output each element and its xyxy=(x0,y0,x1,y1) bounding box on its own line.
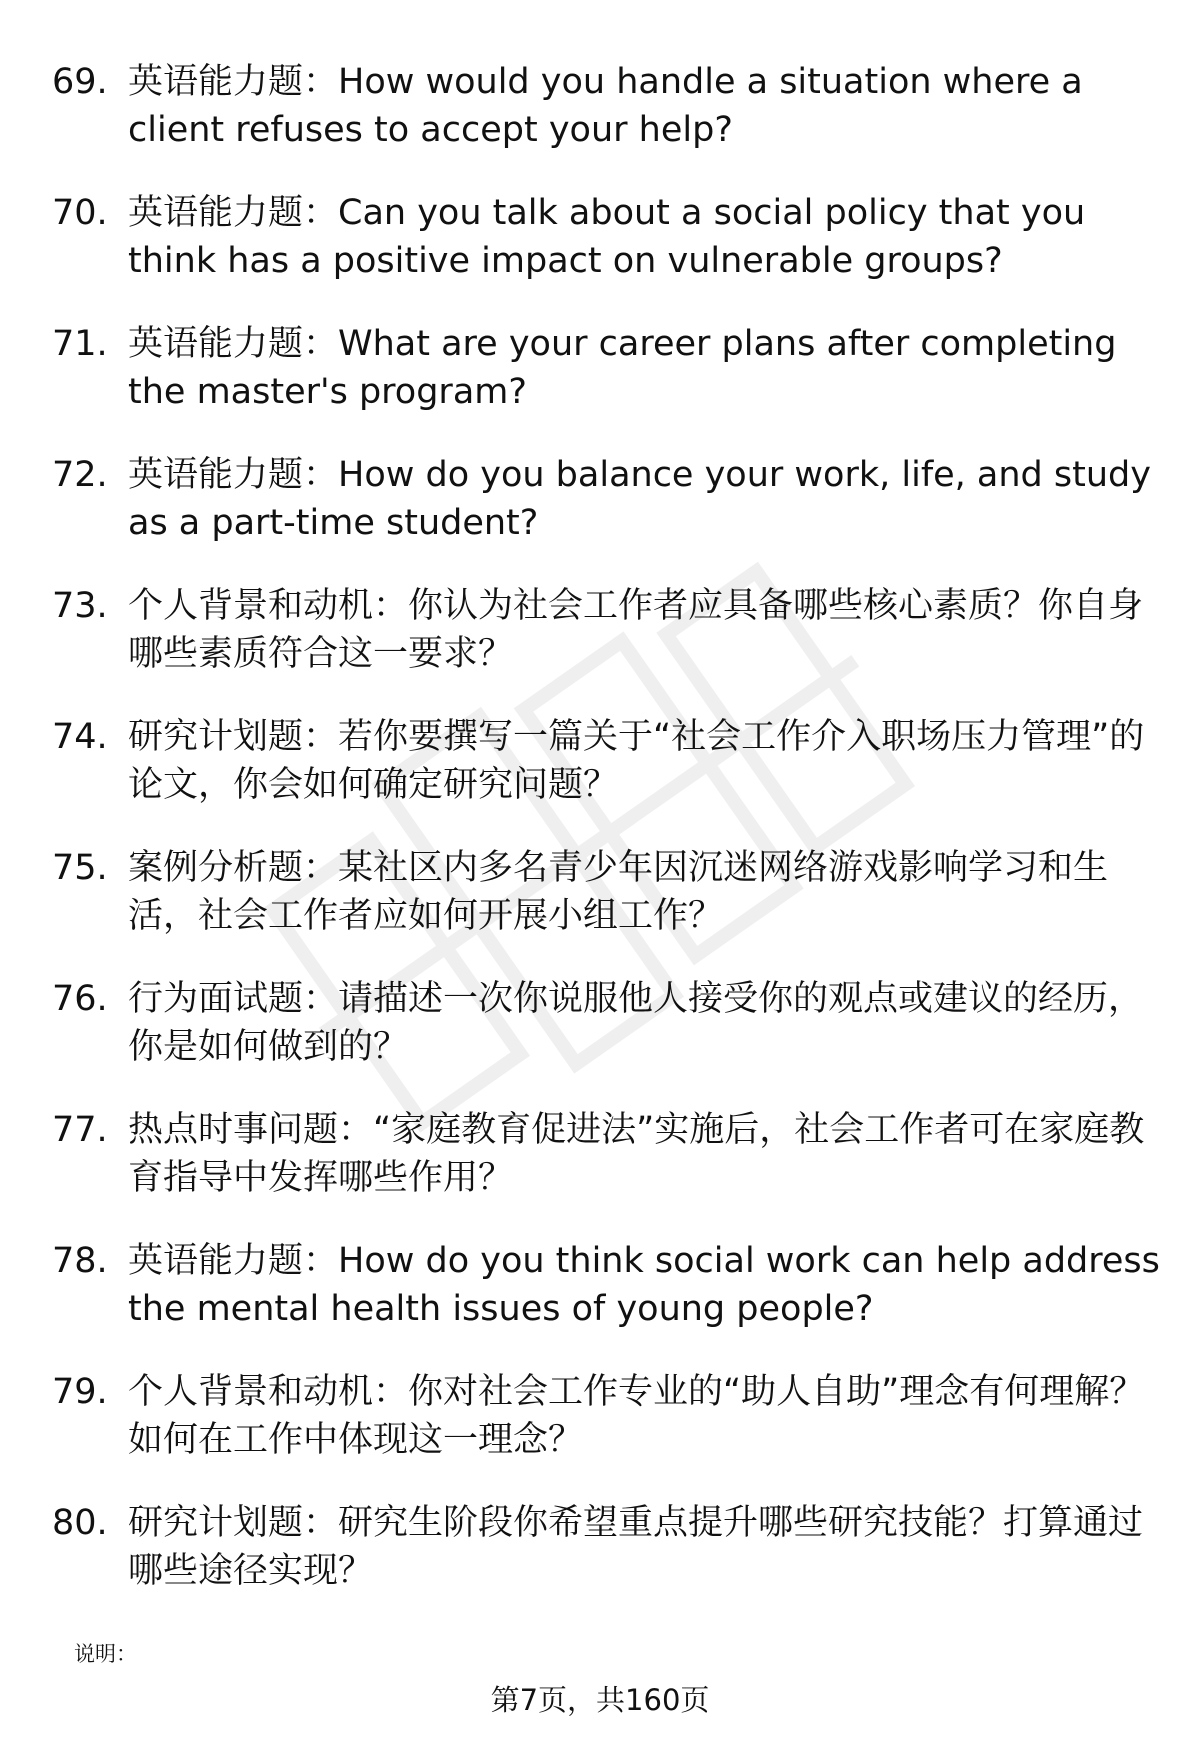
question-text: 英语能力题：How do you think social work can help address the mental health issues of young people? xyxy=(128,1241,1160,1329)
question-text: 研究计划题：研究生阶段你希望重点提升哪些研究技能？打算通过哪些途径实现？ xyxy=(128,1503,1144,1591)
question-item xyxy=(52,713,1162,809)
question-item xyxy=(52,582,1162,678)
question-item xyxy=(52,189,1162,285)
question-number: 74. xyxy=(52,717,108,757)
question-item xyxy=(52,1368,1162,1464)
note-label: 说明： xyxy=(74,1642,137,1666)
question-item xyxy=(52,1106,1162,1202)
question-number: 75. xyxy=(52,848,108,888)
question-number: 79. xyxy=(52,1372,108,1412)
question-list xyxy=(52,58,1162,1630)
question-number: 78. xyxy=(52,1241,108,1281)
question-item xyxy=(52,1499,1162,1595)
question-item xyxy=(52,451,1162,547)
question-number: 70. xyxy=(52,193,108,233)
question-item xyxy=(52,320,1162,416)
page-number-footer: 第7页，共160页 xyxy=(490,1683,710,1717)
question-number: 72. xyxy=(52,455,108,495)
question-number: 76. xyxy=(52,979,108,1019)
question-item xyxy=(52,975,1162,1071)
question-text: 个人背景和动机：你对社会工作专业的“助人自助”理念有何理解？如何在工作中体现这一理念？ xyxy=(128,1372,1145,1460)
question-number: 77. xyxy=(52,1110,108,1150)
question-text: 英语能力题：How do you balance your work, life, and study as a part-time student? xyxy=(128,455,1151,543)
question-text: 案例分析题：某社区内多名青少年因沉迷网络游戏影响学习和生活，社会工作者应如何开展小组工作？ xyxy=(128,848,1109,936)
question-text: 英语能力题：How would you handle a situation where a client refuses to accept your help? xyxy=(128,62,1083,150)
question-text: 行为面试题：请描述一次你说服他人接受你的观点或建议的经历，你是如何做到的？ xyxy=(128,979,1144,1067)
question-number: 71. xyxy=(52,324,108,364)
question-number: 80. xyxy=(52,1503,108,1543)
question-text: 个人背景和动机：你认为社会工作者应具备哪些核心素质？你自身哪些素质符合这一要求？ xyxy=(128,586,1144,674)
question-item xyxy=(52,1237,1162,1333)
question-text: 英语能力题：What are your career plans after completing the master's program? xyxy=(128,324,1117,412)
question-item xyxy=(52,844,1162,940)
question-text: 热点时事问题：“家庭教育促进法”实施后，社会工作者可在家庭教育指导中发挥哪些作用？ xyxy=(128,1110,1145,1198)
question-item xyxy=(52,58,1162,154)
question-text: 研究计划题：若你要撰写一篇关于“社会工作介入职场压力管理”的论文，你会如何确定研究问题？ xyxy=(128,717,1145,805)
question-number: 69. xyxy=(52,62,108,102)
question-text: 英语能力题：Can you talk about a social policy that you think has a positive impact on vulnerable groups? xyxy=(128,193,1086,281)
question-number: 73. xyxy=(52,586,108,626)
